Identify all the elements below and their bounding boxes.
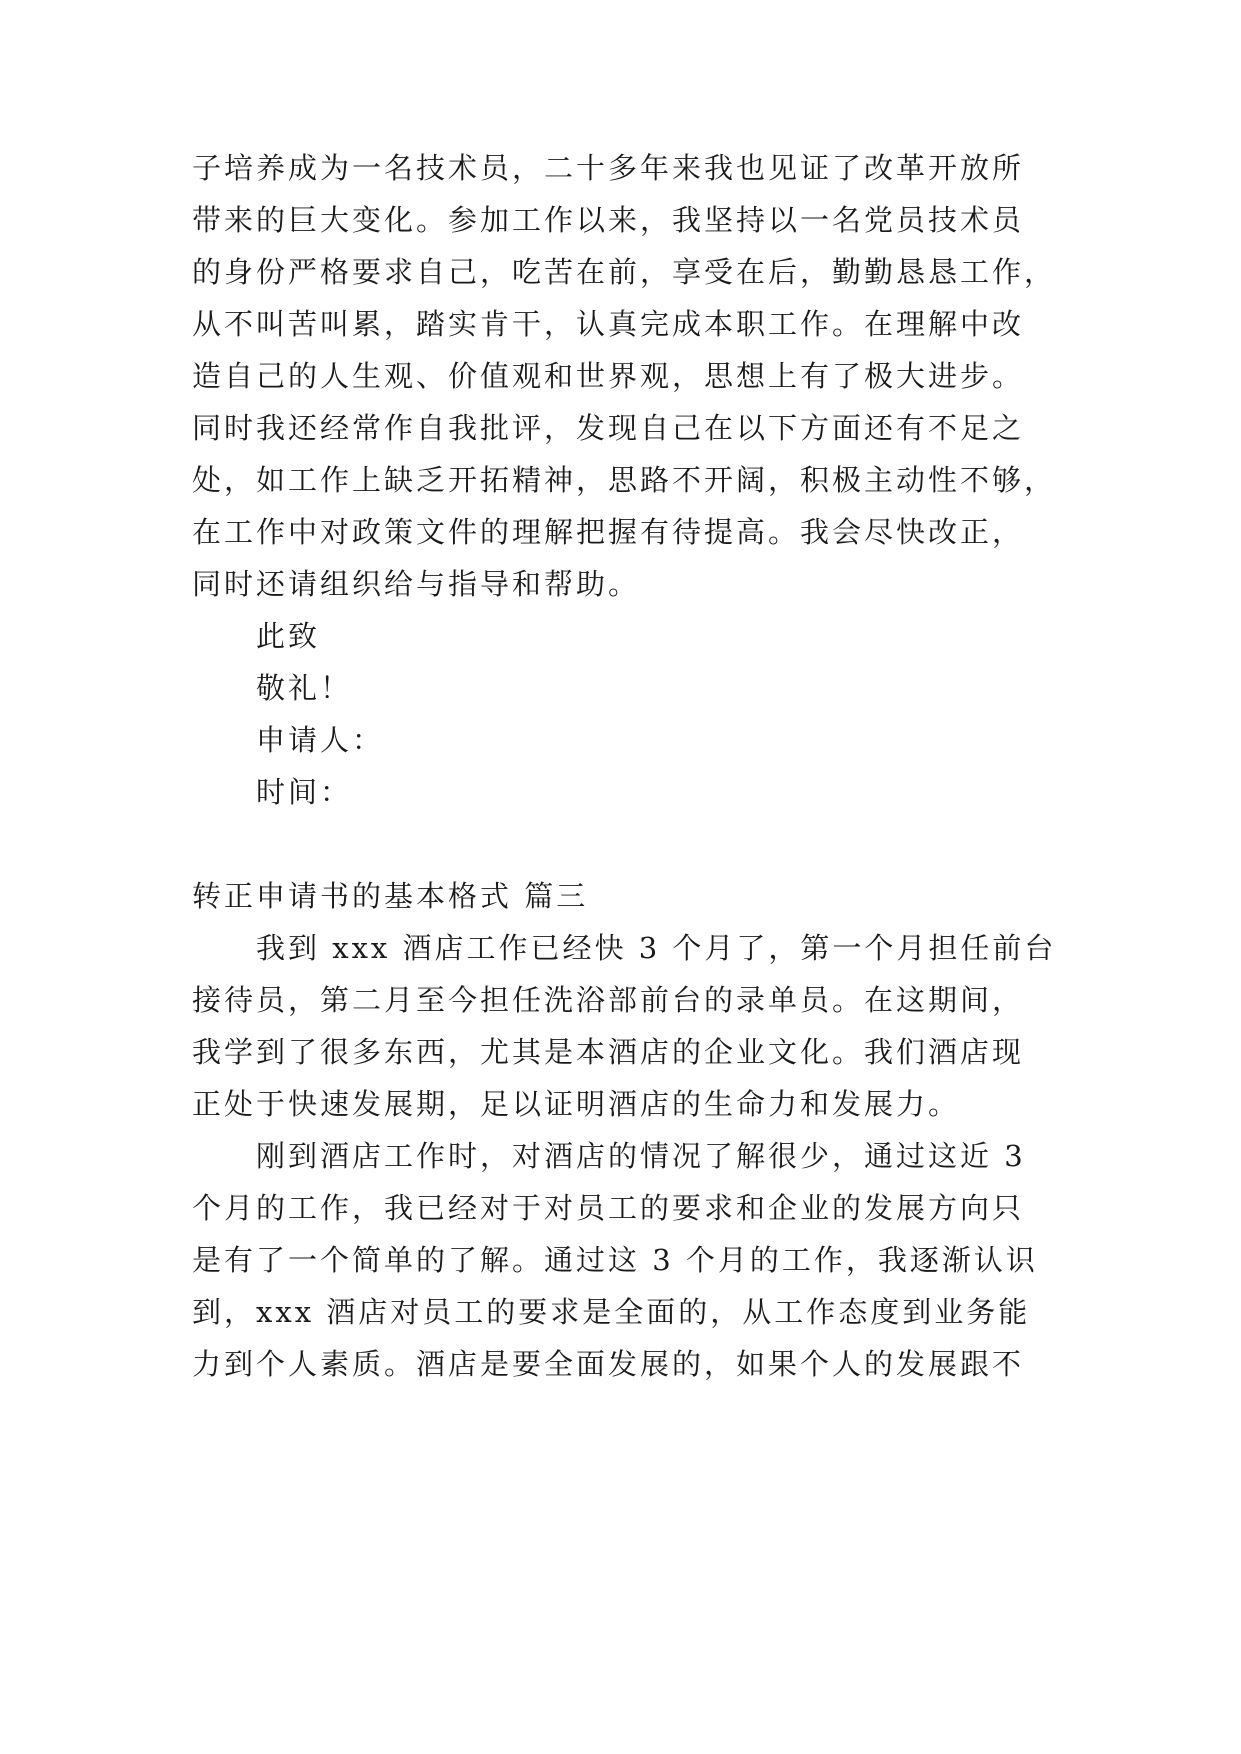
paragraph-line: 同时还请组织给与指导和帮助。: [192, 567, 641, 601]
paragraph-line: 的身份严格要求自己，吃苦在前，享受在后，勤勤恳恳工作，: [192, 255, 1057, 289]
time-label: 时间：: [256, 775, 353, 809]
paragraph-line: 从不叫苦叫累，踏实肯干，认真完成本职工作。在理解中改: [192, 307, 1025, 341]
closing-regards: 敬礼！: [256, 671, 353, 705]
paragraph-line: 带来的巨大变化。参加工作以来，我坚持以一名党员技术员: [192, 203, 1025, 237]
paragraph-line: 造自己的人生观、价值观和世界观，思想上有了极大进步。: [192, 359, 1025, 393]
paragraph-line: 刚到酒店工作时，对酒店的情况了解很少，通过这近 3: [256, 1139, 1026, 1173]
section-title: 转正申请书的基本格式 篇三: [192, 879, 589, 913]
paragraph-line: 在工作中对政策文件的理解把握有待提高。我会尽快改正，: [192, 515, 1025, 549]
paragraph-line: 同时我还经常作自我批评，发现自己在以下方面还有不足之: [192, 411, 1025, 445]
paragraph-line: 我学到了很多东西，尤其是本酒店的企业文化。我们酒店现: [192, 1035, 1025, 1069]
paragraph-line: 力到个人素质。酒店是要全面发展的，如果个人的发展跟不: [192, 1347, 1025, 1381]
paragraph-line: 是有了一个简单的了解。通过这 3 个月的工作，我逐渐认识: [192, 1243, 1038, 1277]
closing-salutation: 此致: [256, 619, 321, 653]
paragraph-line: 处，如工作上缺乏开拓精神，思路不开阔，积极主动性不够，: [192, 463, 1057, 497]
paragraph-line: 正处于快速发展期，足以证明酒店的生命力和发展力。: [192, 1087, 961, 1121]
applicant-label: 申请人：: [256, 723, 385, 757]
paragraph-line: 子培养成为一名技术员，二十多年来我也见证了改革开放所: [192, 151, 1025, 185]
paragraph-line: 个月的工作，我已经对于对员工的要求和企业的发展方向只: [192, 1191, 1025, 1225]
paragraph-line: 我到 xxx 酒店工作已经快 3 个月了，第一个月担任前台: [256, 931, 1057, 965]
paragraph-line: 接待员，第二月至今担任洗浴部前台的录单员。在这期间，: [192, 983, 1025, 1017]
paragraph-line: 到，xxx 酒店对员工的要求是全面的，从工作态度到业务能: [192, 1295, 1031, 1329]
